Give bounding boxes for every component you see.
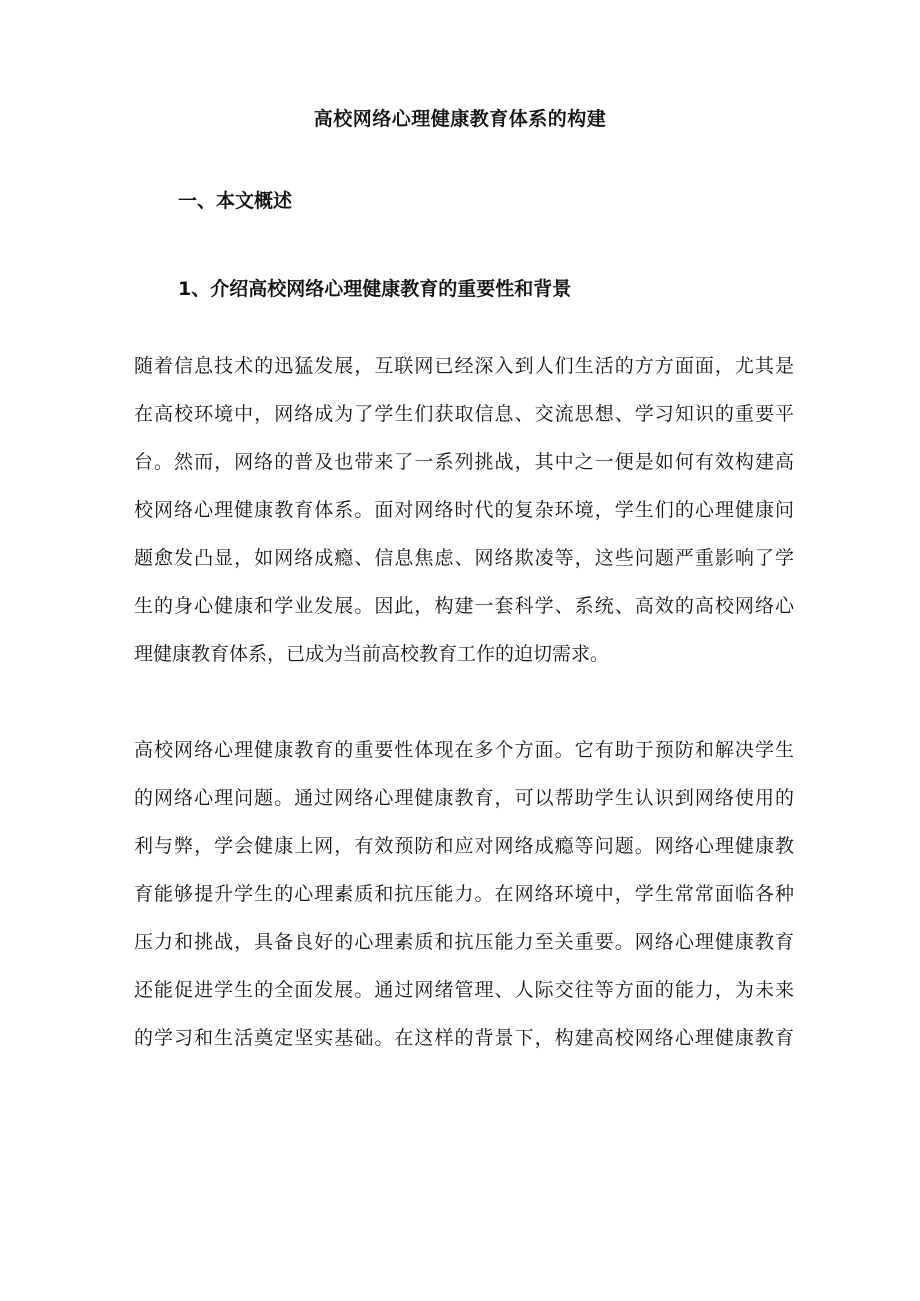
paragraph-line: 高校网络心理健康教育的重要性体现在多个方面。它有助于预防和解决学生 — [134, 739, 794, 761]
paragraph-line: 台。然而，网络的普及也带来了一系列挑战，其中之一便是如何有效构建高 — [134, 451, 794, 473]
paragraph-line: 在高校环境中，网络成为了学生们获取信息、交流思想、学习知识的重要平 — [134, 403, 794, 425]
paragraph-line: 生的身心健康和学业发展。因此，构建一套科学、系统、高效的高校网络心 — [134, 595, 794, 617]
paragraph-line: 校网络心理健康教育体系。面对网络时代的复杂环境，学生们的心理健康问 — [134, 499, 794, 521]
subsection-heading: 1、介绍高校网络心理健康教育的重要性和背景 — [178, 278, 572, 300]
paragraph-line: 压力和挑战，具备良好的心理素质和抗压能力至关重要。网络心理健康教育 — [134, 931, 794, 953]
paragraph-line: 育能够提升学生的心理素质和抗压能力。在网络环境中，学生常常面临各种 — [134, 883, 794, 905]
section-heading: 一、本文概述 — [178, 190, 293, 212]
paragraph-line: 理健康教育体系，已成为当前高校教育工作的迫切需求。 — [134, 643, 610, 665]
paragraph-line: 利与弊，学会健康上网，有效预防和应对网络成瘾等问题。网络心理健康教 — [134, 835, 794, 857]
paragraph-line: 的学习和生活奠定坚实基础。在这样的背景下，构建高校网络心理健康教育 — [134, 1027, 794, 1049]
document-title: 高校网络心理健康教育体系的构建 — [313, 108, 607, 130]
paragraph-line: 的网络心理问题。通过网络心理健康教育，可以帮助学生认识到网络使用的 — [134, 787, 794, 809]
paragraph-2 — [134, 726, 794, 1062]
paragraph-1 — [134, 342, 794, 678]
paragraph-line: 还能促进学生的全面发展。通过网绪管理、人际交往等方面的能力，为未来 — [134, 979, 794, 1001]
paragraph-line: 随着信息技术的迅猛发展，互联网已经深入到人们生活的方方面面，尤其是 — [134, 355, 794, 377]
paragraph-line: 题愈发凸显，如网络成瘾、信息焦虑、网络欺凌等，这些问题严重影响了学 — [134, 547, 794, 569]
